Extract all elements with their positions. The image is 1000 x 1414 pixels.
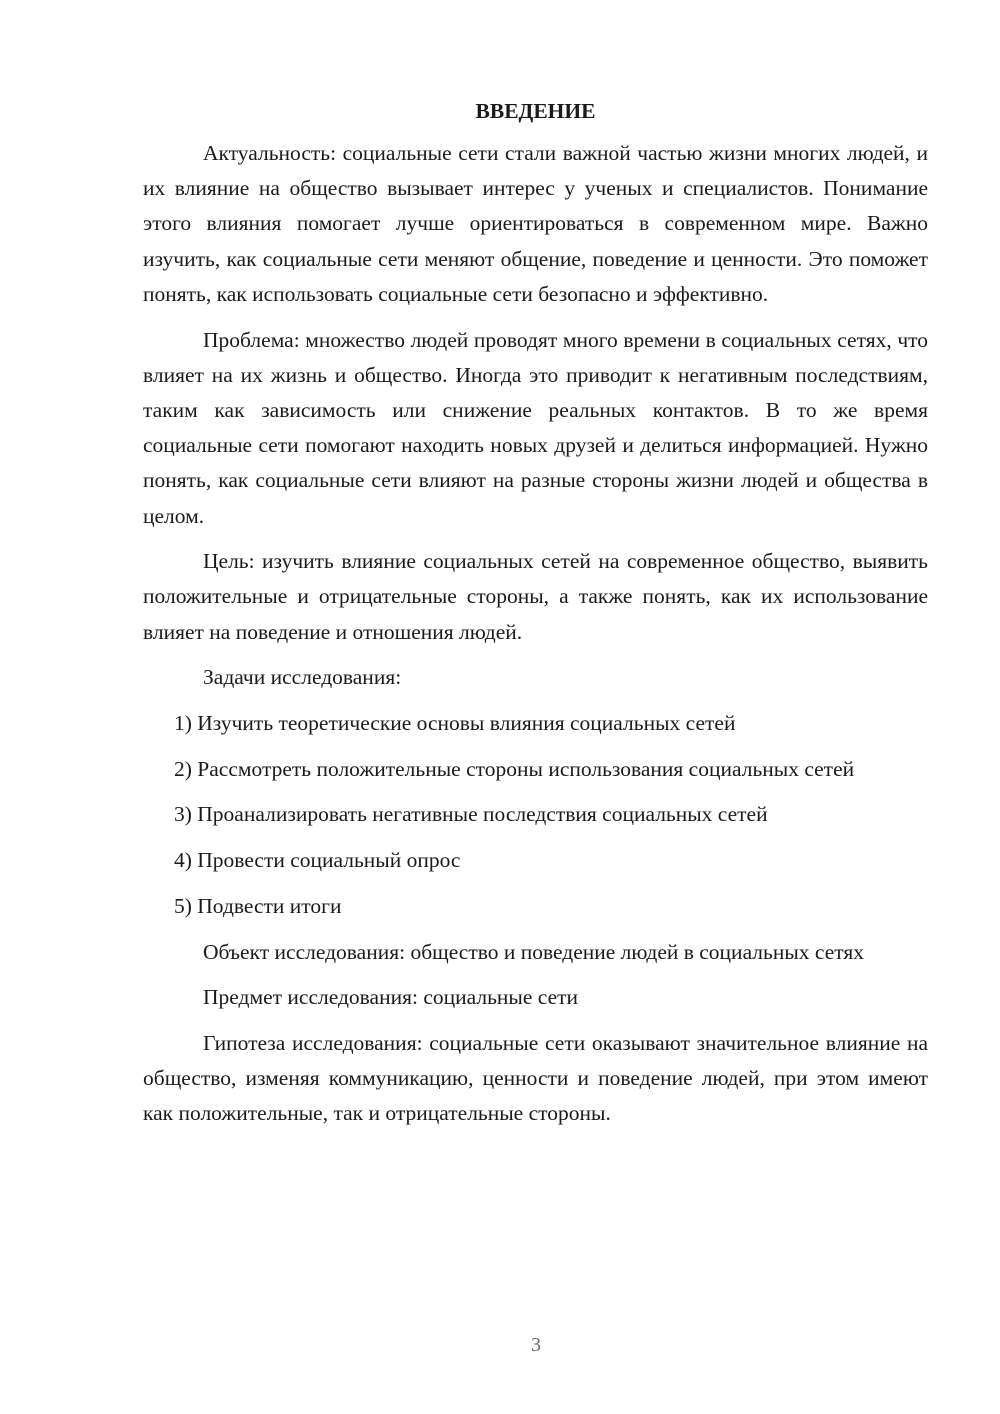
paragraph-hypothesis: Гипотеза исследования: социальные сети оказывают значительное влияние на общество, изменяя коммуникацию, ценности и поведение людей, при этом имеют как положительные, так и отрицательные стороны. — [143, 1030, 928, 1126]
paragraph-goal: Цель: изучить влияние социальных сетей на современное общество, выявить положительные и отрицательные стороны, а также понять, как их использование влияет на поведение и отношения людей. — [143, 549, 928, 644]
section-heading: ВВЕДЕНИЕ — [475, 99, 596, 123]
tasks-list — [143, 706, 928, 924]
list-item: 5) Подвести итоги — [174, 893, 342, 918]
paragraph-object: Объект исследования: общество и поведение людей в социальных сетях — [203, 939, 865, 964]
list-item: 4) Провести социальный опрос — [174, 848, 461, 873]
list-item: 2) Рассмотреть положительные стороны использования социальных сетей — [174, 756, 855, 781]
list-item: 1) Изучить теоретические основы влияния социальных сетей — [174, 711, 736, 736]
list-item: 3) Проанализировать негативные последствия социальных сетей — [174, 802, 768, 827]
page-content — [143, 96, 928, 1142]
paragraph-subject: Предмет исследования: социальные сети — [203, 985, 579, 1010]
paragraph-problem: Проблема: множество людей проводят много времени в социальных сетях, что влияет на их жизнь и общество. Иногда это приводит к негативным последствиям, таким как зависимость или снижение реальных контактов. В то же время социальные сети помогают находить новых друзей и делиться информацией. Нужно понять, как социальные сети влияют на разные стороны жизни людей и общества в целом. — [143, 327, 928, 528]
paragraph-relevance: Актуальность: социальные сети стали важной частью жизни многих людей, и их влияние на общество вызывает интерес у ученых и специалистов. Понимание этого влияния помогает лучше ориентироваться в современном мире. Важно изучить, как социальные сети меняют общение, поведение и ценности. Это поможет понять, как использовать социальные сети безопасно и эффективно. — [143, 141, 928, 306]
page-number: 3 — [531, 1334, 541, 1356]
paragraph-tasks-heading: Задачи исследования: — [203, 665, 402, 690]
